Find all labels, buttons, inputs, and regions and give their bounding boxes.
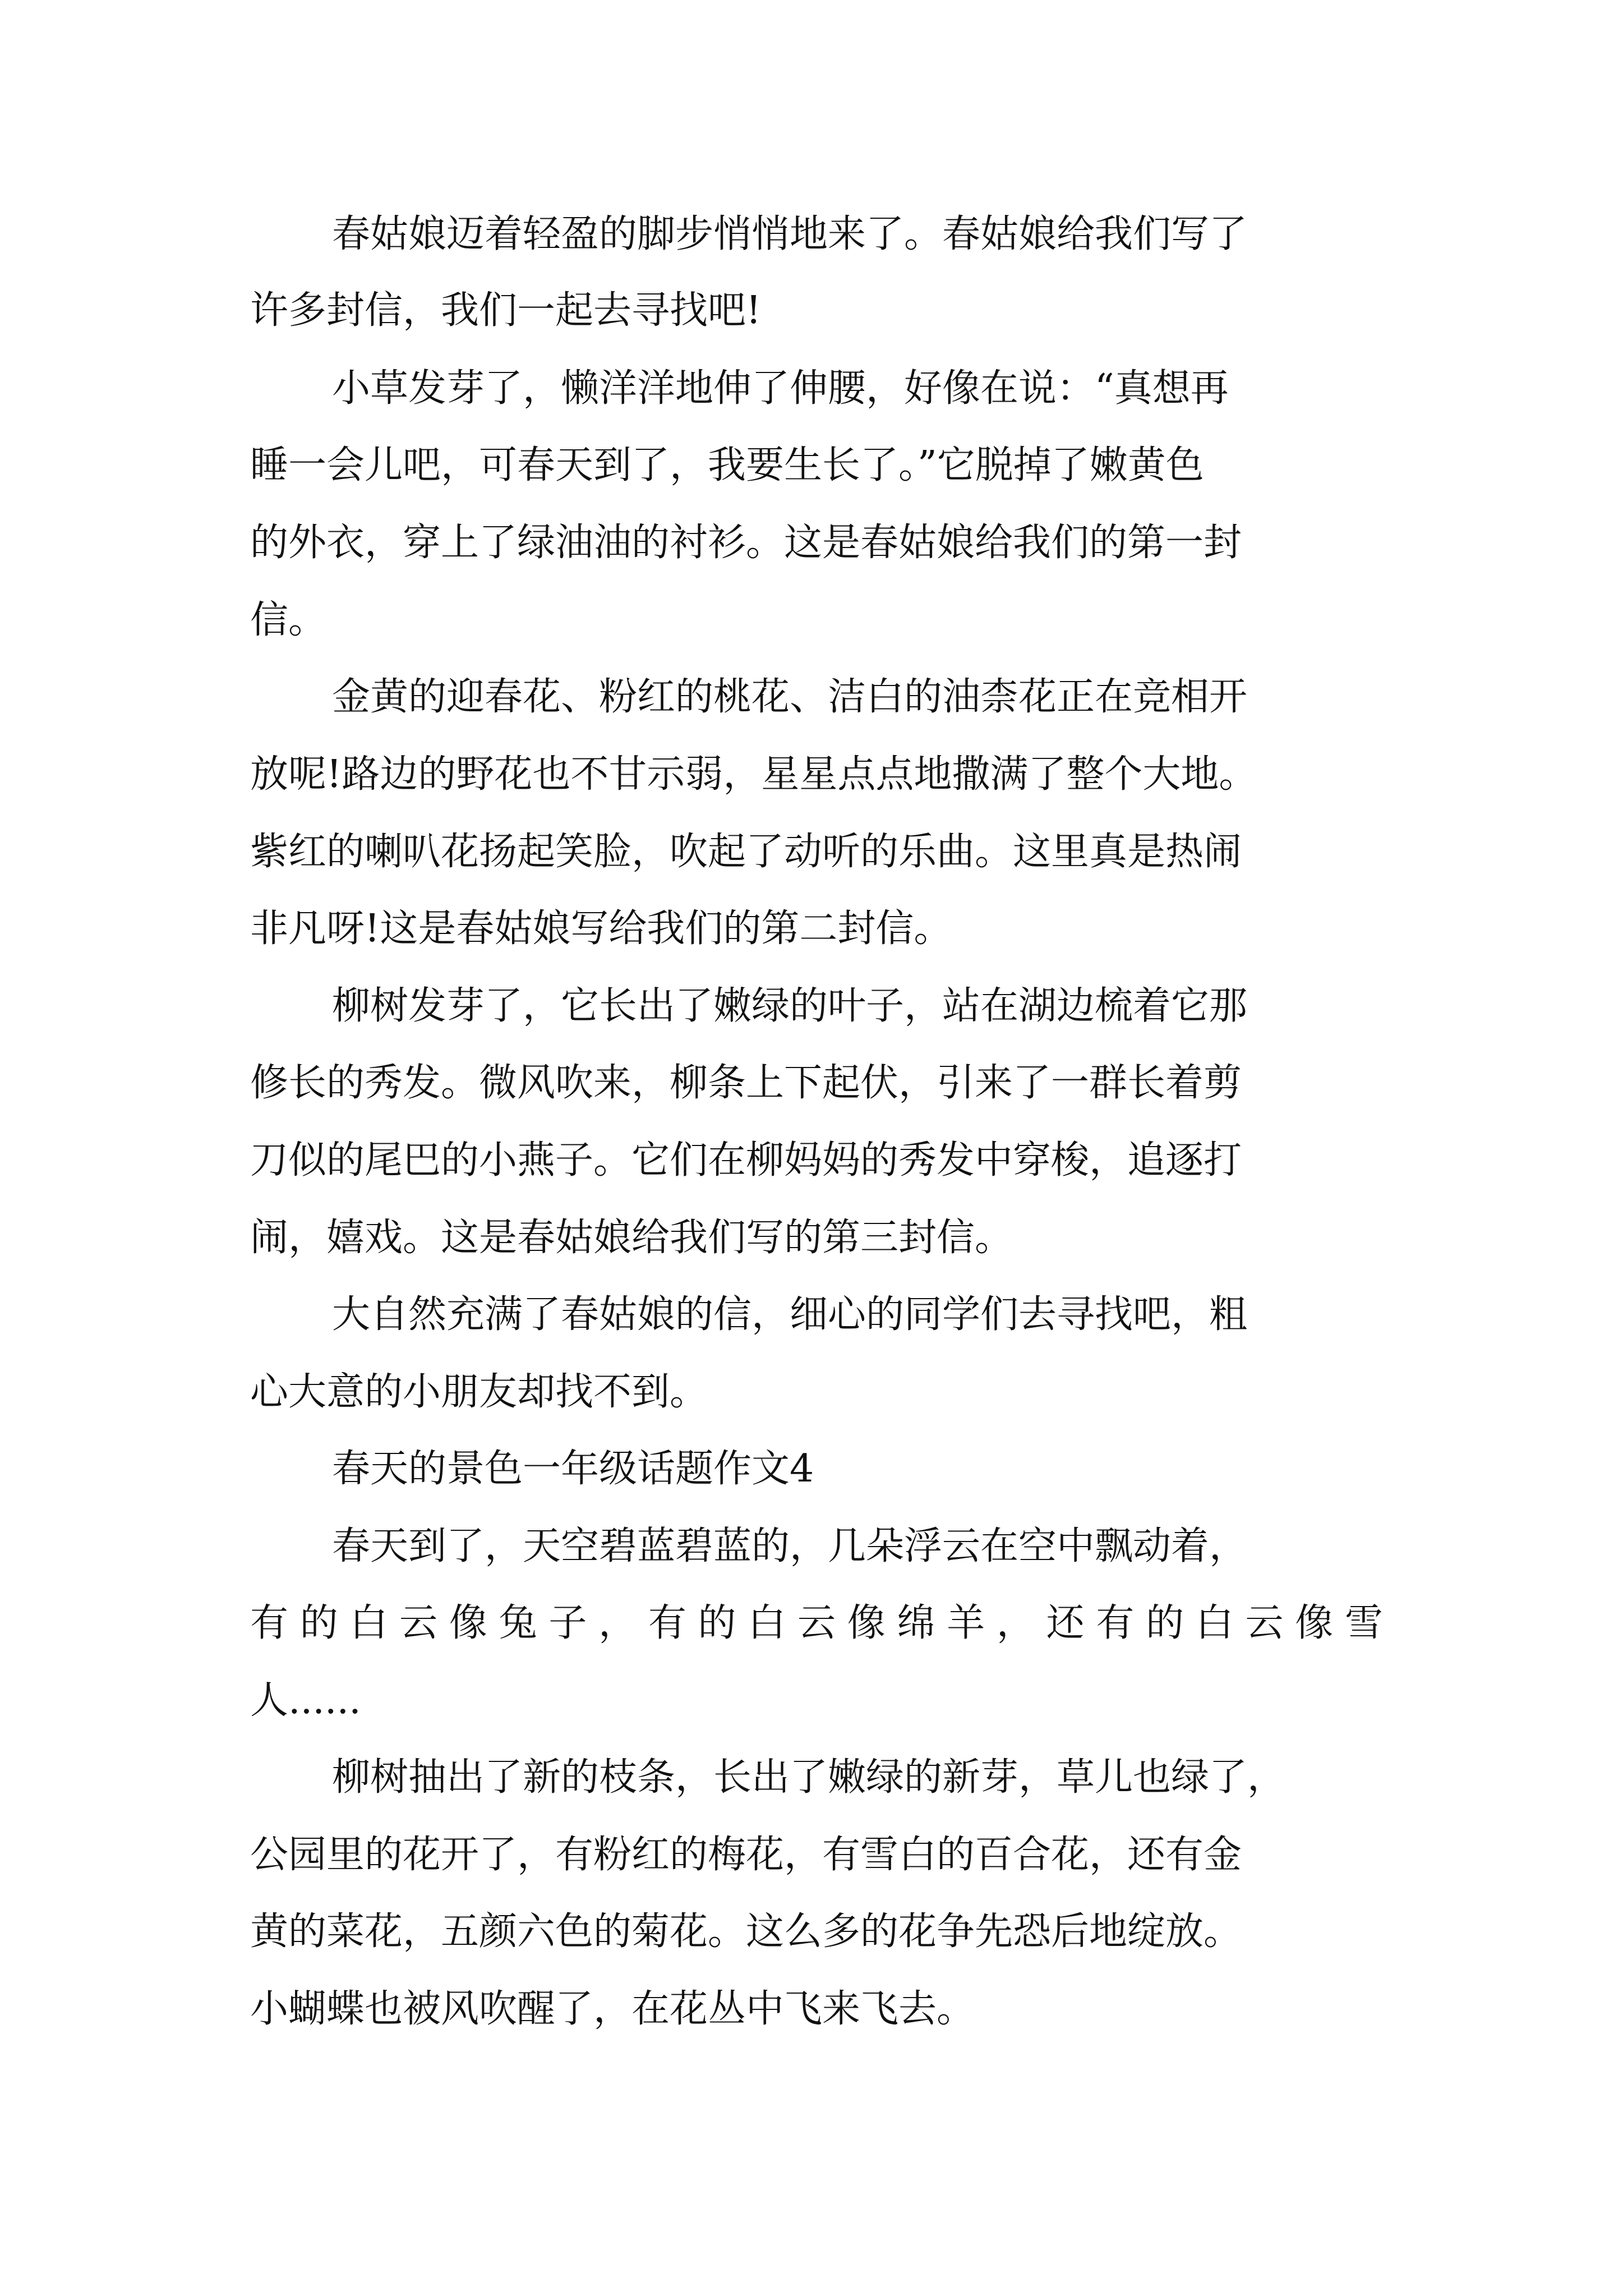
- paragraph-line: 许多封信，我们一起去寻找吧!: [250, 288, 762, 333]
- paragraph-line: 柳树发芽了，它长出了嫩绿的叶子，站在湖边梳着它那: [332, 984, 1248, 1028]
- paragraph-line: 的外衣，穿上了绿油油的衬衫。这是春姑娘给我们的第一封: [250, 521, 1242, 565]
- paragraph-line: 公园里的花开了，有粉红的梅花，有雪白的百合花，还有金: [250, 1833, 1242, 1877]
- paragraph-line: 心大意的小朋友却找不到。: [250, 1370, 708, 1414]
- paragraph-line: 非凡呀!这是春姑娘写给我们的第二封信。: [250, 907, 952, 951]
- paragraph-line: 有的白云像兔子，有的白云像绵羊，还有的白云像雪: [250, 1601, 1383, 1645]
- paragraph-line: 春姑娘迈着轻盈的脚步悄悄地来了。春姑娘给我们写了: [332, 212, 1248, 256]
- paragraph-line: 刀似的尾巴的小燕子。它们在柳妈妈的秀发中穿梭，追逐打: [250, 1138, 1242, 1182]
- paragraph-line: 紫红的喇叭花扬起笑脸，吹起了动听的乐曲。这里真是热闹: [250, 830, 1242, 874]
- paragraph-line: 大自然充满了春姑娘的信，细心的同学们去寻找吧，粗: [332, 1292, 1248, 1337]
- paragraph-line: 春天到了，天空碧蓝碧蓝的，几朵浮云在空中飘动着，: [332, 1524, 1248, 1568]
- paragraph-line: 人......: [250, 1678, 361, 1723]
- paragraph-line: 小蝴蝶也被风吹醒了，在花丛中飞来飞去。: [250, 1987, 975, 2031]
- paragraph-line: 闹，嬉戏。这是春姑娘给我们写的第三封信。: [250, 1216, 1013, 1260]
- paragraph-line: 睡一会儿吧，可春天到了，我要生长了。”它脱掉了嫩黄色: [250, 443, 1204, 487]
- paragraph-line: 金黄的迎春花、粉红的桃花、洁白的油柰花正在竞相开: [332, 675, 1248, 719]
- heading-line: 春天的景色一年级话题作文4: [332, 1447, 814, 1491]
- paragraph-line: 黄的菜花，五颜六色的菊花。这么多的花争先恐后地绽放。: [250, 1910, 1242, 1954]
- paragraph-line: 小草发芽了，懒洋洋地伸了伸腰，好像在说：“真想再: [332, 366, 1229, 411]
- paragraph-line: 信。: [250, 598, 327, 642]
- paragraph-line: 放呢!路边的野花也不甘示弱，星星点点地撒满了整个大地。: [250, 752, 1257, 797]
- paragraph-line: 修长的秀发。微风吹来，柳条上下起伏，引来了一群长着剪: [250, 1061, 1242, 1105]
- paragraph-line: 柳树抽出了新的枝条，长出了嫩绿的新芽，草儿也绿了，: [332, 1755, 1286, 1800]
